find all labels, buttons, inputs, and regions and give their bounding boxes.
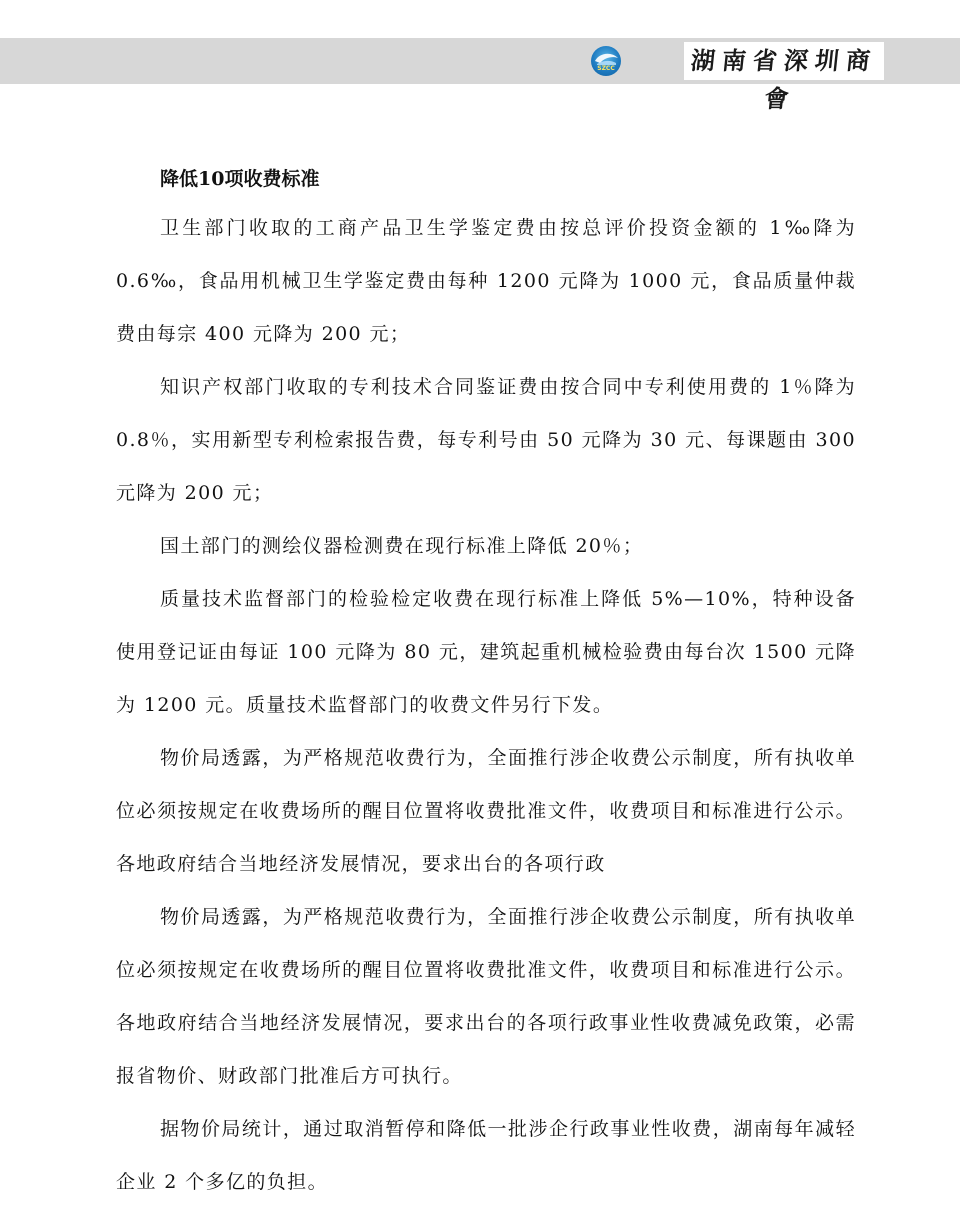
logo-text: SZCC <box>597 65 615 72</box>
paragraph-quality-fees: 质量技术监督部门的检验检定收费在现行标准上降低 5%—10%，特种设备使用登记证由每证 100 元降为 80 元，建筑起重机械检验费由每台次 1500 元降为 1200 元。质量技术监督部门的收费文件另行下发。 <box>116 588 856 716</box>
paragraph-statistics: 据物价局统计，通过取消暂停和降低一批涉企行政事业性收费，湖南每年减轻企业 2 个多亿的负担。 <box>116 1118 856 1193</box>
paragraph-health-fees: 卫生部门收取的工商产品卫生学鉴定费由按总评价投资金额的 1‰降为 0.6‰，食品用机械卫生学鉴定费由每种 1200 元降为 1000 元，食品质量仲裁费由每宗 400 元降为 200 元； <box>116 217 856 345</box>
paragraph-price-bureau-2: 物价局透露，为严格规范收费行为，全面推行涉企收费公示制度，所有执收单位必须按规定在收费场所的醒目位置将收费批准文件，收费项目和标准进行公示。各地政府结合当地经济发展情况，要求出台的各项行政事业性收费减免政策，必需报省物价、财政部门批准后方可执行。 <box>116 906 856 1087</box>
brand-name: 湖南省深圳商會 <box>689 46 879 113</box>
chamber-logo-icon <box>591 46 621 76</box>
paragraph-price-bureau-1: 物价局透露，为严格规范收费行为，全面推行涉企收费公示制度，所有执收单位必须按规定在收费场所的醒目位置将收费批准文件，收费项目和标准进行公示。各地政府结合当地经济发展情况，要求出台的各项行政 <box>116 747 856 875</box>
paragraph-land-fees: 国土部门的测绘仪器检测费在现行标准上降低 20％； <box>160 535 644 557</box>
section-title: 降低10项收费标准 <box>160 168 320 190</box>
document-body <box>116 156 856 1209</box>
brand-box <box>684 42 884 113</box>
paragraph-ip-fees: 知识产权部门收取的专利技术合同鉴证费由按合同中专利使用费的 1％降为 0.8％，实用新型专利检索报告费，每专利号由 50 元降为 30 元、每课题由 300 元降为 200 元； <box>116 376 856 504</box>
